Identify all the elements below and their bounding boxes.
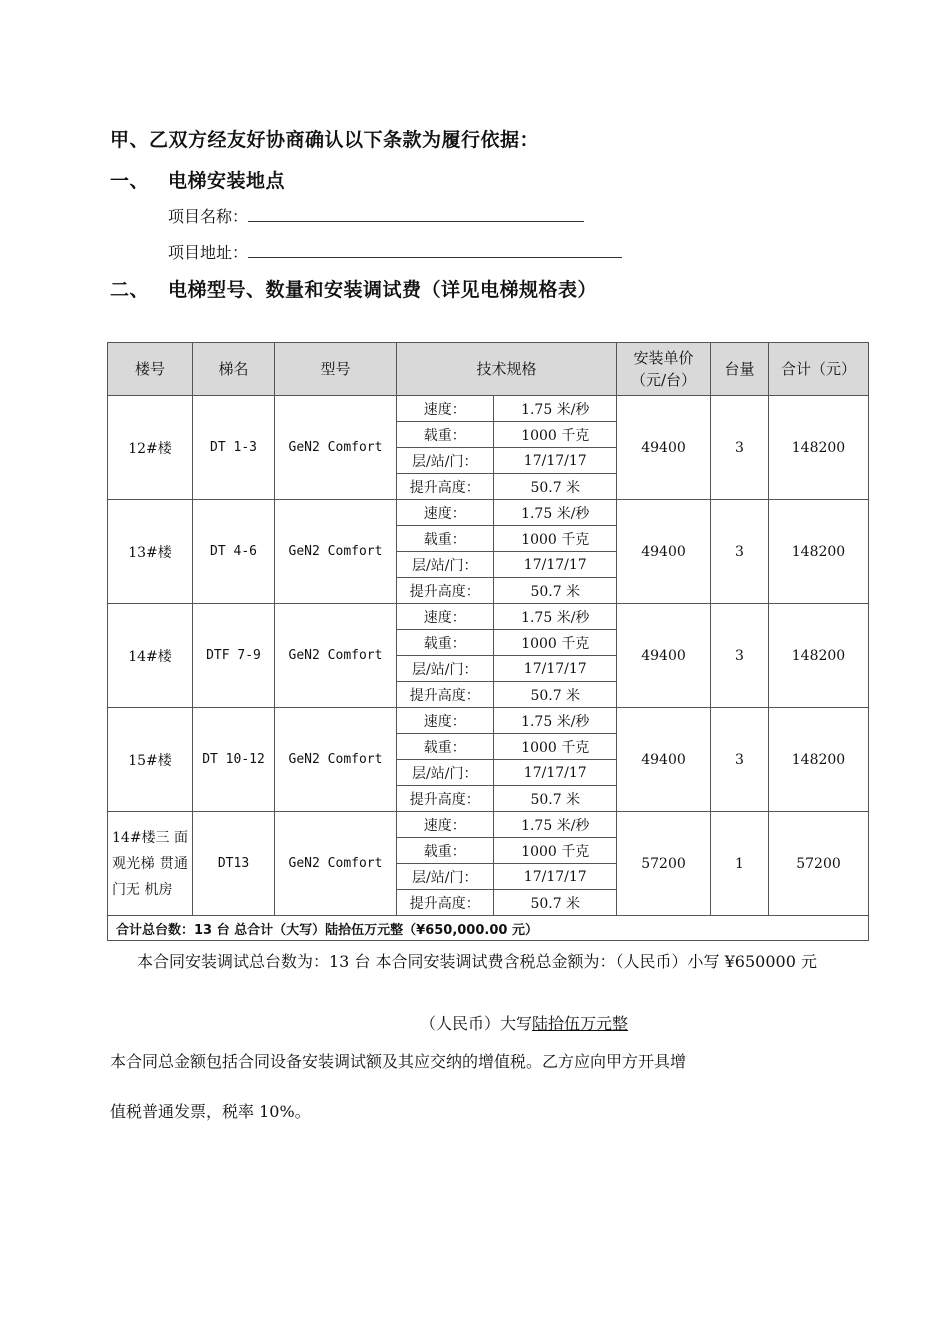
- spec-key: 层/站/门：: [397, 448, 493, 474]
- cell-elevator: DTF 7-9: [193, 604, 275, 708]
- spec-row: [397, 786, 617, 812]
- header-spec: 技术规格: [397, 343, 617, 396]
- cell-elevator: DT 10-12: [193, 708, 275, 812]
- spec-row: [397, 838, 617, 864]
- spec-value: 50.7 米: [530, 791, 581, 808]
- header-unit-price-line1: 安装单价: [633, 349, 694, 367]
- spec-subtable: [397, 500, 617, 603]
- cell-total: 148200: [769, 604, 869, 708]
- cell-unit-price: 49400: [617, 500, 711, 604]
- spec-value: 1.75 米/秒: [493, 812, 617, 838]
- spec-value: 1000 千克: [493, 630, 617, 656]
- cell-spec: [397, 396, 617, 500]
- spec-key: 层/站/门：: [397, 552, 493, 578]
- cell-spec: [397, 500, 617, 604]
- spec-value: 1000 千克: [493, 526, 617, 552]
- spec-row: [397, 474, 617, 500]
- spec-row: [397, 422, 617, 448]
- header-elevator: 梯名: [193, 343, 275, 396]
- cell-model: GeN2 Comfort: [275, 500, 397, 604]
- spec-row: [397, 552, 617, 578]
- cell-unit-price: 49400: [617, 396, 711, 500]
- table-row: [108, 812, 869, 916]
- cell-unit-price: 57200: [617, 812, 711, 916]
- spec-row: [397, 812, 617, 838]
- building-name: 15#楼: [128, 752, 172, 769]
- cell-qty: 3: [711, 500, 769, 604]
- table-row: [108, 708, 869, 812]
- cell-model: GeN2 Comfort: [275, 396, 397, 500]
- spec-row: [397, 448, 617, 474]
- spec-value: 17/17/17: [493, 864, 617, 890]
- spec-row: [397, 734, 617, 760]
- spec-key: 速度：: [397, 708, 493, 734]
- spec-value: 1000 千克: [493, 838, 617, 864]
- section1-number: 一、: [110, 170, 150, 192]
- spec-subtable: [397, 812, 617, 915]
- spec-row: [397, 604, 617, 630]
- spec-subtable: [397, 604, 617, 707]
- spec-value: 17/17/17: [493, 760, 617, 786]
- spec-value: 50.7 米: [530, 479, 581, 496]
- spec-key: 载重：: [397, 838, 493, 864]
- cell-building: [108, 396, 193, 500]
- amount-prefix: （人民币）大写: [420, 1014, 533, 1033]
- spec-key: 速度：: [397, 812, 493, 838]
- spec-row: [397, 760, 617, 786]
- paragraph-invoice-note: 值税普通发票，税率 10%。: [110, 1102, 311, 1121]
- cell-model: GeN2 Comfort: [275, 604, 397, 708]
- spec-key: 载重：: [397, 526, 493, 552]
- spec-row: [397, 396, 617, 422]
- cell-unit-price: 49400: [617, 708, 711, 812]
- spec-key: 层/站/门：: [397, 656, 493, 682]
- cell-qty: 3: [711, 708, 769, 812]
- building-name: 12#楼: [128, 440, 172, 457]
- cell-building: [108, 604, 193, 708]
- cell-total: 148200: [769, 500, 869, 604]
- spec-row: [397, 526, 617, 552]
- cell-qty: 1: [711, 812, 769, 916]
- cell-qty: 3: [711, 396, 769, 500]
- spec-value: 1.75 米/秒: [493, 604, 617, 630]
- header-model: 型号: [275, 343, 397, 396]
- spec-key: 层/站/门：: [397, 864, 493, 890]
- cell-unit-price: 49400: [617, 604, 711, 708]
- spec-row: [397, 682, 617, 708]
- cell-model: GeN2 Comfort: [275, 812, 397, 916]
- cell-total: 148200: [769, 396, 869, 500]
- cell-spec: [397, 812, 617, 916]
- spec-value: 1000 千克: [493, 422, 617, 448]
- cell-qty: 3: [711, 604, 769, 708]
- spec-value: 1.75 米/秒: [493, 396, 617, 422]
- header-qty: 台量: [711, 343, 769, 396]
- spec-row: [397, 890, 617, 916]
- cell-elevator: DT 1-3: [193, 396, 275, 500]
- spec-key: 层/站/门：: [397, 760, 493, 786]
- spec-row: [397, 500, 617, 526]
- elevator-spec-table: [107, 342, 869, 941]
- spec-value: 50.7 米: [530, 687, 581, 704]
- spec-row: [397, 864, 617, 890]
- project-name-blank[interactable]: [248, 207, 584, 222]
- spec-row: [397, 656, 617, 682]
- amount-words: 陆拾伍万元整: [532, 1014, 629, 1033]
- spec-value: 1.75 米/秒: [493, 708, 617, 734]
- spec-value: 50.7 米: [530, 583, 581, 600]
- spec-key: 提升高度：: [397, 578, 493, 604]
- table-summary-row: [108, 916, 869, 941]
- spec-key: 速度：: [397, 500, 493, 526]
- spec-row: [397, 578, 617, 604]
- spec-key: 速度：: [397, 604, 493, 630]
- spec-key: 载重：: [397, 630, 493, 656]
- spec-value: 17/17/17: [493, 552, 617, 578]
- spec-value: 1.75 米/秒: [493, 500, 617, 526]
- building-name: 13#楼: [128, 544, 172, 561]
- cell-spec: [397, 604, 617, 708]
- cell-model: GeN2 Comfort: [275, 708, 397, 812]
- building-name: 14#楼三 面观光梯 贯通门无 机房: [112, 829, 188, 898]
- spec-row: [397, 708, 617, 734]
- spec-value: 17/17/17: [493, 656, 617, 682]
- table-row: [108, 604, 869, 708]
- cell-total: 57200: [769, 812, 869, 916]
- cell-elevator: DT 4-6: [193, 500, 275, 604]
- paragraph-tax-note: 本合同总金额包括合同设备安装调试额及其应交纳的增值税。乙方应向甲方开具增: [110, 1052, 687, 1071]
- spec-row: [397, 630, 617, 656]
- paragraph-total-count: 本合同安装调试总台数为：13 台 本合同安装调试费含税总金额为：（人民币）小写 ¥650000 元: [137, 952, 817, 971]
- cell-elevator: DT13: [193, 812, 275, 916]
- spec-key: 速度：: [397, 396, 493, 422]
- cell-building: [108, 500, 193, 604]
- section2-number: 二、: [110, 279, 150, 301]
- spec-key: 载重：: [397, 734, 493, 760]
- header-unit-price: [617, 343, 711, 396]
- spec-subtable: [397, 396, 617, 499]
- table-header-row: [108, 343, 869, 396]
- cell-total: 148200: [769, 708, 869, 812]
- spec-key: 提升高度：: [397, 786, 493, 812]
- spec-subtable: [397, 708, 617, 811]
- header-total: 合计（元）: [769, 343, 869, 396]
- spec-value: 1000 千克: [493, 734, 617, 760]
- header-building: 楼号: [108, 343, 193, 396]
- project-address-blank[interactable]: [248, 243, 622, 258]
- intro-heading: 甲、乙双方经友好协商确认以下条款为履行依据：: [110, 129, 540, 151]
- project-name-row: [168, 204, 584, 227]
- section2-title: 电梯型号、数量和安装调试费（详见电梯规格表）: [168, 279, 598, 301]
- project-address-label: 项目地址：: [168, 243, 249, 262]
- spec-key: 载重：: [397, 422, 493, 448]
- header-unit-price-line2: （元/台）: [630, 371, 697, 389]
- spec-key: 提升高度：: [397, 474, 493, 500]
- table-summary: 合计总台数：13 台 总合计（大写）陆拾伍万元整（¥650,000.00 元）: [108, 916, 869, 941]
- table-row: [108, 396, 869, 500]
- cell-building: [108, 708, 193, 812]
- cell-building: [108, 812, 193, 916]
- project-name-label: 项目名称：: [168, 207, 249, 226]
- spec-value: 17/17/17: [493, 448, 617, 474]
- building-name: 14#楼: [128, 648, 172, 665]
- paragraph-amount-in-words: [420, 1012, 628, 1036]
- cell-spec: [397, 708, 617, 812]
- project-address-row: [168, 240, 622, 263]
- spec-key: 提升高度：: [397, 682, 493, 708]
- table-row: [108, 500, 869, 604]
- section1-title: 电梯安装地点: [168, 170, 286, 192]
- spec-key: 提升高度：: [397, 890, 493, 916]
- spec-value: 50.7 米: [530, 895, 581, 912]
